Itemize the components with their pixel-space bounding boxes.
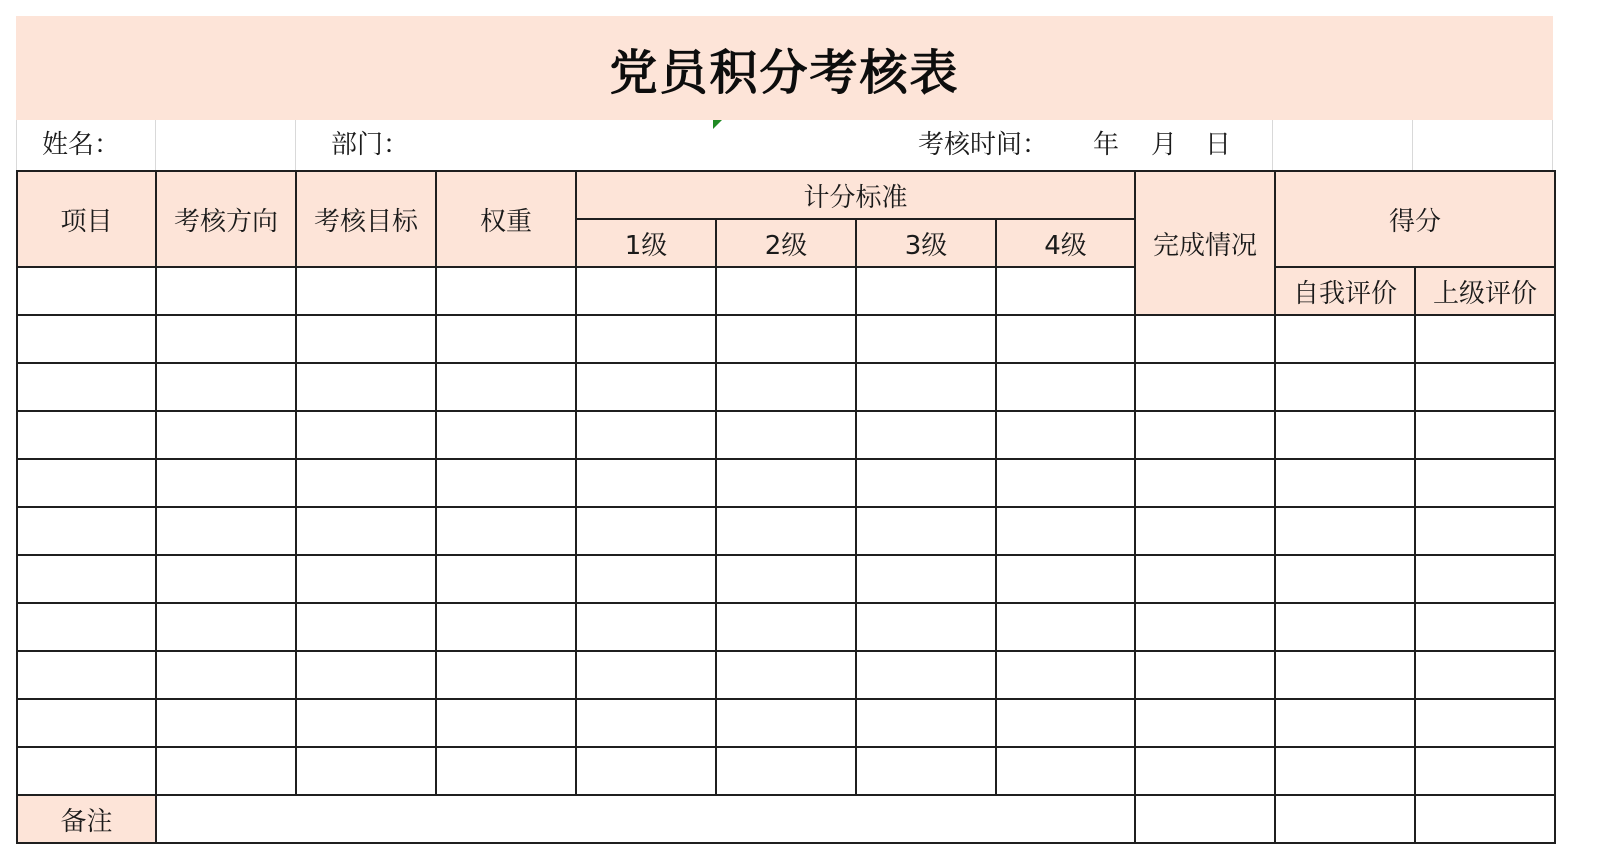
info-gridline <box>1552 120 1553 170</box>
table-cell[interactable] <box>716 459 856 507</box>
table-cell[interactable] <box>156 315 296 363</box>
header-target: 考核目标 <box>296 171 436 267</box>
table-cell[interactable] <box>856 411 996 459</box>
table-cell[interactable] <box>156 555 296 603</box>
table-cell[interactable] <box>996 699 1135 747</box>
remarks-field[interactable] <box>156 795 1135 843</box>
table-cell[interactable] <box>436 747 576 795</box>
table-cell[interactable] <box>156 459 296 507</box>
table-cell[interactable] <box>1415 411 1555 459</box>
table-cell[interactable] <box>1415 507 1555 555</box>
header-level-2: 2级 <box>716 219 856 267</box>
table-cell[interactable] <box>156 603 296 651</box>
table-cell[interactable] <box>296 507 436 555</box>
table-cell[interactable] <box>576 747 716 795</box>
table-row <box>17 747 1555 795</box>
table-cell[interactable] <box>576 411 716 459</box>
table-cell[interactable] <box>856 315 996 363</box>
table-cell[interactable] <box>436 363 576 411</box>
table-cell[interactable] <box>296 603 436 651</box>
table-cell[interactable] <box>716 315 856 363</box>
table-cell[interactable] <box>716 555 856 603</box>
header-level-1: 1级 <box>576 219 716 267</box>
table-row <box>17 267 1555 315</box>
day-label: 日 <box>1205 130 1232 160</box>
table-row <box>17 507 1555 555</box>
table-cell[interactable] <box>436 507 576 555</box>
header-level-4: 4级 <box>996 219 1135 267</box>
table-cell[interactable] <box>1275 411 1415 459</box>
table-cell[interactable] <box>17 555 156 603</box>
table-cell[interactable] <box>856 507 996 555</box>
table-cell[interactable] <box>996 459 1135 507</box>
table-cell[interactable] <box>576 555 716 603</box>
table-cell[interactable] <box>576 603 716 651</box>
table-cell[interactable] <box>996 507 1135 555</box>
table-cell[interactable] <box>17 267 156 315</box>
month-label: 月 <box>1151 130 1178 160</box>
table-cell[interactable] <box>17 459 156 507</box>
header-completion: 完成情况 <box>1135 171 1275 315</box>
header-scoring-standard: 计分标准 <box>576 171 1135 219</box>
table-cell[interactable] <box>856 363 996 411</box>
table-cell[interactable] <box>576 459 716 507</box>
table-cell[interactable] <box>296 315 436 363</box>
remarks-label: 备注 <box>17 795 156 843</box>
table-row <box>17 411 1555 459</box>
table-cell[interactable] <box>296 651 436 699</box>
table-cell[interactable] <box>17 651 156 699</box>
header-score: 得分 <box>1275 171 1555 267</box>
table-cell[interactable] <box>996 651 1135 699</box>
remarks-row <box>17 795 1555 843</box>
table-cell[interactable] <box>1415 555 1555 603</box>
table-cell[interactable] <box>17 699 156 747</box>
table-cell[interactable] <box>1275 747 1415 795</box>
table-cell[interactable] <box>1275 651 1415 699</box>
table-cell[interactable] <box>576 507 716 555</box>
table-cell[interactable] <box>856 747 996 795</box>
table-cell[interactable] <box>156 699 296 747</box>
table-cell[interactable] <box>576 363 716 411</box>
table-cell[interactable] <box>1415 651 1555 699</box>
table-cell[interactable] <box>716 651 856 699</box>
table-cell[interactable] <box>1275 315 1415 363</box>
table-row <box>17 555 1555 603</box>
table-cell[interactable] <box>1415 699 1555 747</box>
table-cell[interactable] <box>576 699 716 747</box>
header-direction: 考核方向 <box>156 171 296 267</box>
info-gridline <box>155 120 156 170</box>
table-cell[interactable] <box>436 651 576 699</box>
name-field[interactable] <box>157 120 293 170</box>
table-cell[interactable] <box>436 459 576 507</box>
table-cell[interactable] <box>576 267 716 315</box>
table-cell[interactable] <box>1135 507 1275 555</box>
table-cell[interactable] <box>1275 459 1415 507</box>
table-cell[interactable] <box>1415 747 1555 795</box>
table-cell[interactable] <box>1135 411 1275 459</box>
table-cell[interactable] <box>436 699 576 747</box>
header-self-eval: 自我评价 <box>1275 267 1415 315</box>
table-cell[interactable] <box>716 267 856 315</box>
table-row <box>17 363 1555 411</box>
table-cell[interactable] <box>296 267 436 315</box>
table-cell[interactable] <box>1415 603 1555 651</box>
info-gridline <box>295 120 296 170</box>
table-cell[interactable] <box>576 651 716 699</box>
header-superior-eval: 上级评价 <box>1415 267 1555 315</box>
table-cell[interactable] <box>296 747 436 795</box>
table-cell[interactable] <box>17 411 156 459</box>
table-cell[interactable] <box>1135 315 1275 363</box>
table-cell[interactable] <box>436 267 576 315</box>
table-cell[interactable] <box>17 363 156 411</box>
table-cell[interactable] <box>1135 747 1275 795</box>
table-cell[interactable] <box>436 555 576 603</box>
header-weight: 权重 <box>436 171 576 267</box>
table-cell[interactable] <box>156 507 296 555</box>
table-cell[interactable] <box>1275 555 1415 603</box>
table-cell[interactable] <box>996 363 1135 411</box>
info-gridline <box>16 120 17 170</box>
table-cell[interactable] <box>716 603 856 651</box>
table-row <box>17 459 1555 507</box>
table-cell[interactable] <box>716 411 856 459</box>
table-cell[interactable] <box>1135 459 1275 507</box>
table-cell[interactable] <box>1275 795 1415 843</box>
table-cell[interactable] <box>17 603 156 651</box>
info-gridline <box>1412 120 1413 170</box>
table-cell[interactable] <box>1275 363 1415 411</box>
table-cell[interactable] <box>17 747 156 795</box>
table-row <box>17 315 1555 363</box>
table-cell[interactable] <box>296 459 436 507</box>
table-cell[interactable] <box>996 267 1135 315</box>
table-cell[interactable] <box>156 411 296 459</box>
table-cell[interactable] <box>296 363 436 411</box>
table-cell[interactable] <box>156 651 296 699</box>
table-cell[interactable] <box>296 699 436 747</box>
table-cell[interactable] <box>996 315 1135 363</box>
table-cell[interactable] <box>716 363 856 411</box>
table-cell[interactable] <box>856 699 996 747</box>
table-cell[interactable] <box>716 507 856 555</box>
info-gridline <box>1272 120 1273 170</box>
header-item: 项目 <box>17 171 156 267</box>
table-cell[interactable] <box>996 411 1135 459</box>
table-cell[interactable] <box>156 747 296 795</box>
table-cell[interactable] <box>1135 795 1275 843</box>
table-cell[interactable] <box>436 411 576 459</box>
table-cell[interactable] <box>996 555 1135 603</box>
title-band <box>16 16 1553 120</box>
table-cell[interactable] <box>436 315 576 363</box>
assessment-table <box>16 170 1556 844</box>
table-cell[interactable] <box>156 363 296 411</box>
table-cell[interactable] <box>856 603 996 651</box>
table-cell[interactable] <box>296 411 436 459</box>
table-cell[interactable] <box>1275 603 1415 651</box>
table-cell[interactable] <box>856 267 996 315</box>
table-cell[interactable] <box>1415 795 1555 843</box>
table-row <box>17 699 1555 747</box>
assessment-time-label: 考核时间： <box>918 130 1049 160</box>
header-level-3: 3级 <box>856 219 996 267</box>
table-cell[interactable] <box>996 747 1135 795</box>
sheet-title: 党员积分考核表 <box>609 44 960 101</box>
table-cell[interactable] <box>17 315 156 363</box>
table-cell[interactable] <box>716 747 856 795</box>
table-cell[interactable] <box>856 459 996 507</box>
table-cell[interactable] <box>156 267 296 315</box>
name-label: 姓名： <box>42 130 121 160</box>
table-cell[interactable] <box>1275 507 1415 555</box>
table-cell[interactable] <box>1135 651 1275 699</box>
table-cell[interactable] <box>856 651 996 699</box>
table-cell[interactable] <box>1135 603 1275 651</box>
table-cell[interactable] <box>996 603 1135 651</box>
table-cell[interactable] <box>1415 363 1555 411</box>
table-cell[interactable] <box>1135 555 1275 603</box>
table-cell[interactable] <box>17 507 156 555</box>
department-label: 部门： <box>331 130 410 160</box>
table-row <box>17 651 1555 699</box>
table-cell[interactable] <box>1135 363 1275 411</box>
table-cell[interactable] <box>1415 459 1555 507</box>
table-cell[interactable] <box>716 699 856 747</box>
table-cell[interactable] <box>1415 315 1555 363</box>
table-cell[interactable] <box>436 603 576 651</box>
table-cell[interactable] <box>576 315 716 363</box>
table-row <box>17 603 1555 651</box>
table-cell[interactable] <box>856 555 996 603</box>
table-cell[interactable] <box>296 555 436 603</box>
table-cell[interactable] <box>1135 699 1275 747</box>
table-cell[interactable] <box>1275 699 1415 747</box>
year-label: 年 <box>1093 130 1120 160</box>
